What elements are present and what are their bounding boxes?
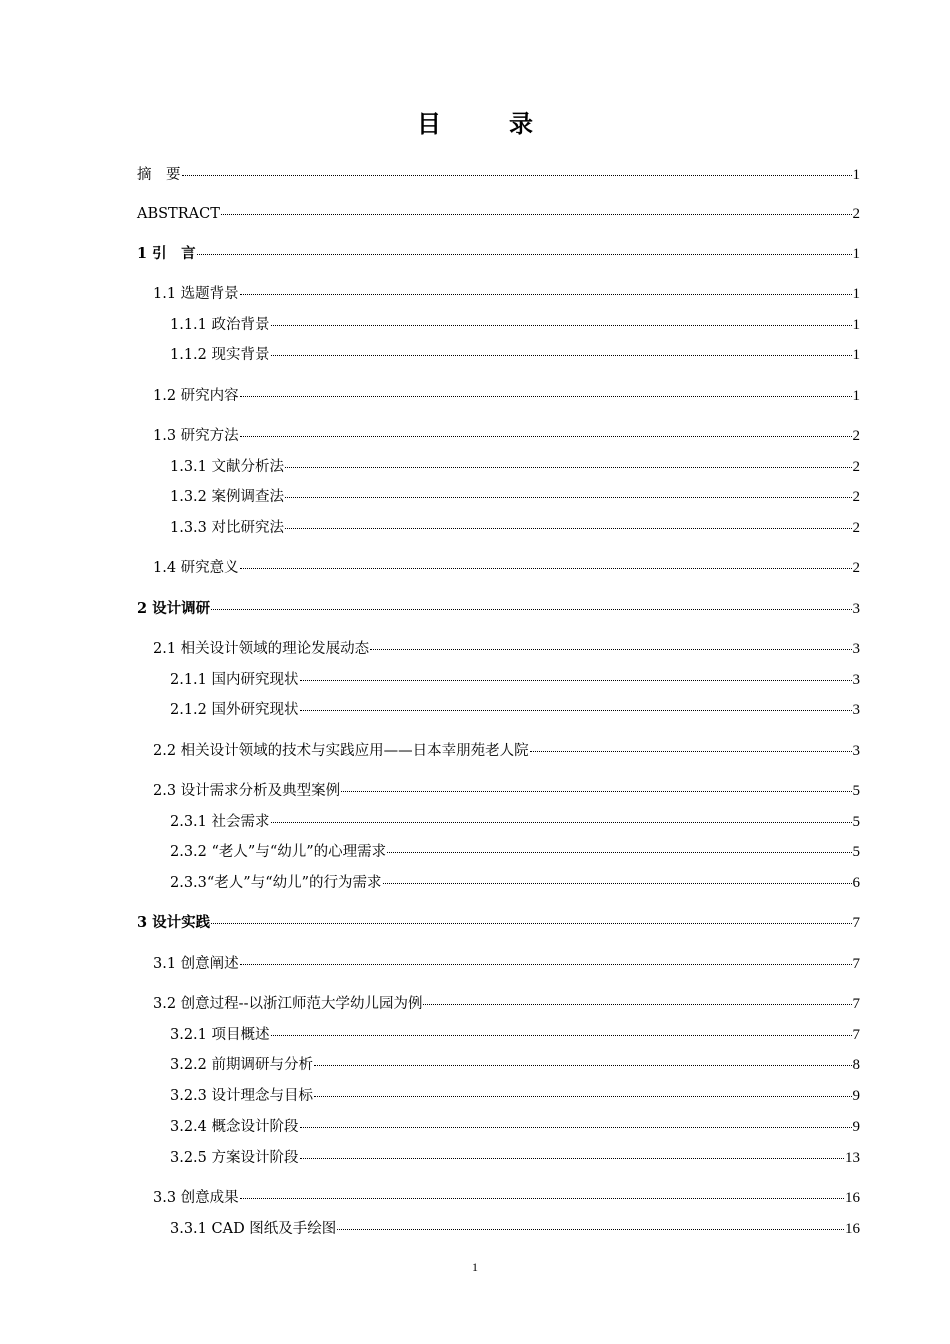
toc-entry-title: 2.3.1 社会需求	[170, 814, 270, 830]
toc-entry[interactable]	[170, 314, 860, 336]
toc-entry[interactable]	[153, 557, 860, 579]
toc-entry[interactable]	[153, 993, 860, 1015]
toc-dot-leader	[240, 952, 852, 965]
toc-entry[interactable]	[170, 1147, 860, 1169]
toc-entry-title: 3.2.3 设计理念与目标	[170, 1088, 314, 1104]
toc-entry-title: 3 设计实践	[137, 914, 211, 931]
toc-entry-title: 1.1 选题背景	[153, 286, 239, 302]
toc-dot-leader	[240, 282, 852, 295]
toc-entry-page-number: 7	[852, 956, 860, 972]
toc-dot-leader	[211, 911, 851, 924]
toc-dot-leader	[300, 668, 852, 681]
toc-entry[interactable]	[170, 1116, 860, 1138]
toc-entry-page-number: 5	[852, 783, 860, 799]
toc-entry-page-number: 2	[852, 206, 860, 222]
toc-entry[interactable]	[170, 872, 860, 894]
toc-dot-leader	[341, 779, 851, 792]
toc-entry-page-number: 7	[852, 1027, 860, 1043]
toc-entry[interactable]	[170, 1085, 860, 1107]
toc-entry-page-number: 3	[852, 702, 860, 718]
page-title: 目 录	[417, 110, 555, 138]
toc-entry-page-number: 5	[852, 814, 860, 830]
toc-dot-leader	[285, 516, 851, 529]
toc-entry-page-number: 8	[852, 1057, 860, 1073]
toc-dot-leader	[300, 698, 852, 711]
toc-entry-page-number: 2	[852, 459, 860, 475]
toc-dot-leader	[530, 739, 852, 752]
toc-dot-leader	[285, 485, 851, 498]
toc-dot-leader	[240, 384, 852, 397]
toc-entry-title: 1.2 研究内容	[153, 388, 239, 404]
toc-entry-page-number: 2	[852, 428, 860, 444]
toc-dot-leader	[370, 637, 851, 650]
toc-entry-page-number: 16	[845, 1221, 860, 1237]
toc-entry-title: 3.3 创意成果	[153, 1190, 239, 1206]
toc-entry[interactable]	[170, 811, 860, 833]
toc-entry[interactable]	[153, 953, 860, 975]
toc-entry-page-number: 13	[845, 1150, 860, 1166]
toc-dot-leader	[240, 1186, 844, 1199]
toc-entry[interactable]	[170, 669, 860, 691]
toc-entry-title: 2.1 相关设计领域的理论发展动态	[153, 641, 370, 657]
toc-dot-leader	[383, 871, 852, 884]
toc-entry[interactable]	[153, 425, 860, 447]
toc-entry[interactable]	[137, 164, 860, 186]
toc-entry-title: ABSTRACT	[137, 206, 220, 222]
toc-dot-leader	[314, 1084, 851, 1097]
toc-entry-page-number: 1	[852, 317, 860, 333]
toc-entry-title: 2.2 相关设计领域的技术与实践应用——日本幸朋苑老人院	[153, 743, 529, 759]
toc-entry-page-number: 3	[852, 641, 860, 657]
toc-dot-leader	[182, 163, 852, 176]
toc-entry[interactable]	[137, 598, 860, 620]
toc-entry[interactable]	[170, 456, 860, 478]
toc-entry[interactable]	[170, 699, 860, 721]
toc-entry[interactable]	[153, 1187, 860, 1209]
toc-entry[interactable]	[153, 638, 860, 660]
toc-entry[interactable]	[153, 385, 860, 407]
toc-dot-leader	[271, 313, 852, 326]
toc-entry-title: 2.3.3“老人”与“幼儿”的行为需求	[170, 875, 382, 891]
toc-entry[interactable]	[170, 1218, 860, 1240]
toc-entry-title: 3.2.1 项目概述	[170, 1027, 270, 1043]
toc-dot-leader	[300, 1115, 852, 1128]
page-number: 1	[472, 1260, 478, 1274]
toc-dot-leader	[387, 840, 851, 853]
toc-entry-title: 2.3 设计需求分析及典型案例	[153, 783, 341, 799]
toc-entry-page-number: 1	[852, 167, 860, 183]
toc-entry-page-number: 1	[852, 388, 860, 404]
toc-dot-leader	[271, 343, 852, 356]
toc-dot-leader	[337, 1217, 844, 1230]
toc-entry-title: 3.2.4 概念设计阶段	[170, 1119, 299, 1135]
toc-entry-page-number: 6	[852, 875, 860, 891]
toc-dot-leader	[240, 424, 852, 437]
toc-entry[interactable]	[137, 243, 860, 265]
toc-entry[interactable]	[153, 283, 860, 305]
toc-entry-title: 1.3.1 文献分析法	[170, 459, 285, 475]
toc-entry-title: 3.1 创意阐述	[153, 956, 239, 972]
toc-entry-title: 2 设计调研	[137, 600, 211, 617]
toc-dot-leader	[240, 556, 852, 569]
toc-entry-title: 摘 要	[137, 167, 181, 183]
toc-dot-leader	[271, 1023, 852, 1036]
toc-entry-title: 1.1.2 现实背景	[170, 347, 270, 363]
toc-entry-title: 2.1.1 国内研究现状	[170, 672, 299, 688]
toc-entry-page-number: 9	[852, 1119, 860, 1135]
toc-entry-page-number: 1	[852, 286, 860, 302]
toc-entry-page-number: 1	[852, 347, 860, 363]
toc-entry-page-number: 16	[845, 1190, 860, 1206]
toc-entry-title: 2.3.2 “老人”与“幼儿”的心理需求	[170, 844, 387, 860]
toc-entry-title: 2.1.2 国外研究现状	[170, 702, 299, 718]
toc-entry-page-number: 3	[852, 601, 860, 617]
toc-entry-title: 1.3.2 案例调查法	[170, 489, 285, 505]
toc-dot-leader	[271, 810, 852, 823]
toc-dot-leader	[211, 597, 851, 610]
toc-entry[interactable]	[170, 517, 860, 539]
toc-entry[interactable]	[170, 1024, 860, 1046]
toc-entry[interactable]	[170, 1054, 860, 1076]
toc-dot-leader	[285, 455, 851, 468]
toc-entry-page-number: 7	[852, 996, 860, 1012]
toc-entry-title: 1.3 研究方法	[153, 428, 239, 444]
toc-entry[interactable]	[153, 780, 860, 802]
toc-entry-title: 3.2 创意过程--以浙江师范大学幼儿园为例	[153, 996, 423, 1012]
toc-entry-page-number: 1	[852, 246, 860, 262]
toc-entry-title: 3.2.5 方案设计阶段	[170, 1150, 299, 1166]
toc-entry-page-number: 2	[852, 560, 860, 576]
toc-entry-page-number: 5	[852, 844, 860, 860]
toc-dot-leader	[423, 992, 851, 1005]
toc-entry-title: 3.2.2 前期调研与分析	[170, 1057, 314, 1073]
toc-entry[interactable]	[137, 912, 860, 934]
toc-entry-title: 1.3.3 对比研究法	[170, 520, 285, 536]
toc-entry-title: 1.1.1 政治背景	[170, 317, 270, 333]
toc-entry-title: 3.3.1 CAD 图纸及手绘图	[170, 1221, 337, 1237]
toc-entry-page-number: 3	[852, 672, 860, 688]
toc-dot-leader	[300, 1146, 844, 1159]
toc-entry[interactable]	[170, 486, 860, 508]
toc-entry-title: 1.4 研究意义	[153, 560, 239, 576]
toc-entry[interactable]	[170, 841, 860, 863]
toc-entry-title: 1 引 言	[137, 245, 196, 262]
toc-dot-leader	[314, 1053, 851, 1066]
toc-entry-page-number: 2	[852, 489, 860, 505]
toc-entry[interactable]	[137, 203, 860, 225]
toc-entry-page-number: 2	[852, 520, 860, 536]
toc-dot-leader	[197, 242, 852, 255]
toc-entry[interactable]	[153, 740, 860, 762]
toc-entry-page-number: 9	[852, 1088, 860, 1104]
toc-entry-page-number: 7	[852, 915, 860, 931]
toc-dot-leader	[221, 202, 852, 215]
toc-entry-page-number: 3	[852, 743, 860, 759]
toc-entry[interactable]	[170, 344, 860, 366]
